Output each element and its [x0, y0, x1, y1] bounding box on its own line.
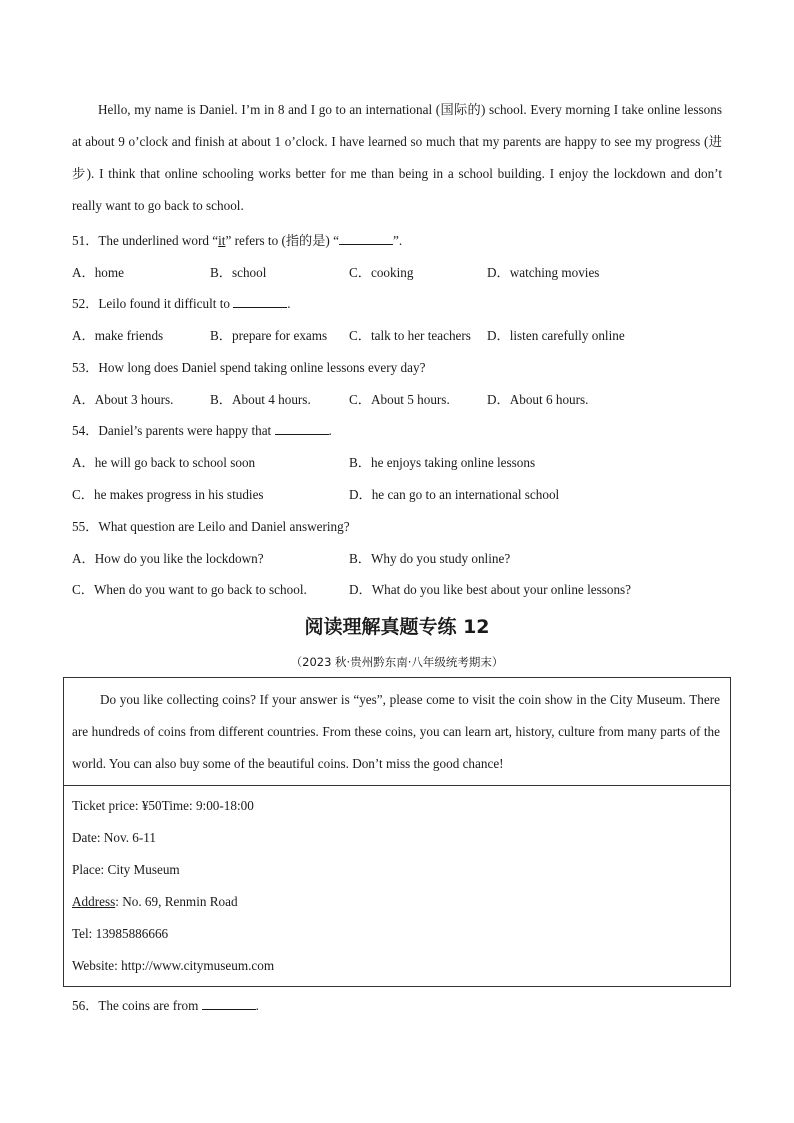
answer-blank [202, 997, 256, 1010]
question-56: 56．The coins are from . [72, 998, 259, 1013]
option-51-c: C．cooking [349, 265, 414, 280]
address-label: Address [72, 894, 116, 909]
notice-intro: Do you like collecting coins? If your answer is “yes”, please come to visit the coin show in the City Museum. There are hundreds of coins from different countries. From these coins, you can learn art, history, culture from many parts of the world. You can also buy some of the beautiful coins. Don’t miss the good chance! [72, 692, 720, 771]
option-52-c: C．talk to her teachers [349, 328, 471, 343]
section-subtitle: （2023 秋·贵州黔东南·八年级统考期末） [290, 655, 504, 669]
option-52-a: A．make friends [72, 328, 164, 343]
option-53-c: C．About 5 hours. [349, 392, 450, 407]
option-52-d: D．listen carefully online [487, 328, 625, 343]
coin-show-notice [63, 677, 731, 987]
option-54-d: D．he can go to an international school [349, 487, 560, 502]
option-52-b: B．prepare for exams [210, 328, 328, 343]
option-55-c: C．When do you want to go back to school. [72, 582, 307, 597]
question-51: 51．The underlined word “it” refers to (指的是) “ ”. [72, 233, 403, 248]
passage-paragraph: Hello, my name is Daniel. I’m in 8 and I go to an international (国际的) school. Every morning I take online lessons at about 9 o’clock and finish at about 1 o’clock. I have learned so much that my parents are happy to see my progress (进步). I think that online schooling works better for me than being in a school building. I enjoy the lockdown and don’t really want to go back to school. [72, 102, 722, 213]
date: Date: Nov. 6-11 [72, 830, 156, 845]
tel: Tel: 13985886666 [72, 926, 169, 941]
option-53-d: D．About 6 hours. [487, 392, 589, 407]
answer-blank [233, 295, 287, 308]
ticket-time: Ticket price: ¥50Time: 9:00-18:00 [72, 798, 254, 813]
notice-divider [64, 785, 730, 786]
answer-blank [339, 232, 393, 245]
option-51-b: B．school [210, 265, 267, 280]
option-53-a: A．About 3 hours. [72, 392, 174, 407]
question-55: 55．What question are Leilo and Daniel answering? [72, 519, 350, 534]
answer-blank [275, 422, 329, 435]
option-55-a: A．How do you like the lockdown? [72, 551, 264, 566]
option-54-b: B．he enjoys taking online lessons [349, 455, 536, 470]
underlined-word: it [218, 233, 226, 248]
section-title: 阅读理解真题专练 12 [304, 616, 490, 638]
question-53: 53．How long does Daniel spend taking online lessons every day? [72, 360, 426, 375]
question-52: 52．Leilo found it difficult to . [72, 296, 291, 311]
option-55-b: B．Why do you study online? [349, 551, 511, 566]
question-54: 54．Daniel’s parents were happy that . [72, 423, 332, 438]
option-54-c: C．he makes progress in his studies [72, 487, 264, 502]
option-51-a: A．home [72, 265, 125, 280]
place: Place: City Museum [72, 862, 180, 877]
website: Website: http://www.citymuseum.com [72, 958, 275, 973]
option-54-a: A．he will go back to school soon [72, 455, 256, 470]
option-51-d: D．watching movies [487, 265, 600, 280]
address: Address: No. 69, Renmin Road [72, 894, 238, 909]
option-55-d: D．What do you like best about your online lessons? [349, 582, 632, 597]
option-53-b: B．About 4 hours. [210, 392, 311, 407]
